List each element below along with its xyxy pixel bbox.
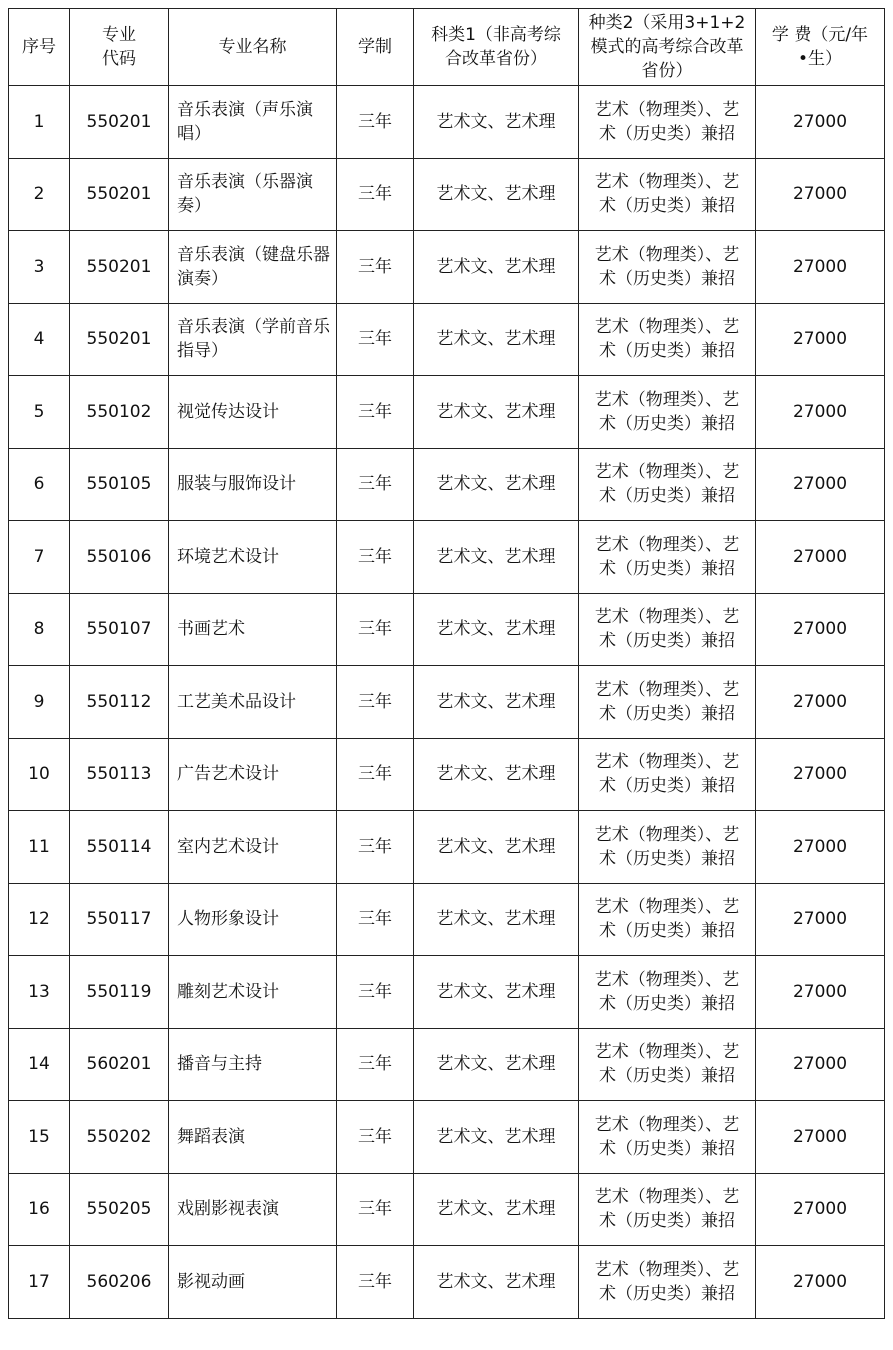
table-row <box>9 883 885 956</box>
cell-code: 550201 <box>70 303 169 376</box>
cell-fee: 27000 <box>756 1173 885 1246</box>
cell-code: 550113 <box>70 738 169 811</box>
cell-major-name: 音乐表演（声乐演唱） <box>169 86 337 159</box>
cell-major-name: 雕刻艺术设计 <box>169 956 337 1029</box>
cell-fee: 27000 <box>756 1028 885 1101</box>
cell-code: 550106 <box>70 521 169 594</box>
cell-seq: 10 <box>9 738 70 811</box>
cell-major-name: 舞蹈表演 <box>169 1101 337 1174</box>
cell-code: 550201 <box>70 158 169 231</box>
cell-category1: 艺术文、艺术理 <box>414 811 579 884</box>
cell-seq: 1 <box>9 86 70 159</box>
cell-category1: 艺术文、艺术理 <box>414 86 579 159</box>
cell-seq: 7 <box>9 521 70 594</box>
cell-category2: 艺术（物理类）、艺术（历史类）兼招 <box>579 811 756 884</box>
cell-seq: 16 <box>9 1173 70 1246</box>
cell-code: 550201 <box>70 86 169 159</box>
cell-fee: 27000 <box>756 1101 885 1174</box>
cell-major-name: 人物形象设计 <box>169 883 337 956</box>
cell-category2: 艺术（物理类）、艺术（历史类）兼招 <box>579 1028 756 1101</box>
cell-category2: 艺术（物理类）、艺术（历史类）兼招 <box>579 593 756 666</box>
cell-major-name: 播音与主持 <box>169 1028 337 1101</box>
cell-code: 560206 <box>70 1246 169 1319</box>
cell-duration: 三年 <box>337 303 414 376</box>
cell-code: 560201 <box>70 1028 169 1101</box>
cell-category1: 艺术文、艺术理 <box>414 1173 579 1246</box>
cell-code: 550119 <box>70 956 169 1029</box>
cell-code: 550105 <box>70 448 169 521</box>
cell-seq: 9 <box>9 666 70 739</box>
table-row <box>9 231 885 304</box>
cell-seq: 3 <box>9 231 70 304</box>
cell-category1: 艺术文、艺术理 <box>414 303 579 376</box>
cell-duration: 三年 <box>337 86 414 159</box>
cell-duration: 三年 <box>337 593 414 666</box>
header-category1: 科类1（非高考综合改革省份） <box>414 9 579 86</box>
cell-category2: 艺术（物理类）、艺术（历史类）兼招 <box>579 376 756 449</box>
table-row <box>9 1028 885 1101</box>
cell-fee: 27000 <box>756 376 885 449</box>
cell-code: 550117 <box>70 883 169 956</box>
cell-fee: 27000 <box>756 1246 885 1319</box>
cell-duration: 三年 <box>337 811 414 884</box>
cell-category1: 艺术文、艺术理 <box>414 956 579 1029</box>
cell-duration: 三年 <box>337 738 414 811</box>
cell-fee: 27000 <box>756 883 885 956</box>
cell-category1: 艺术文、艺术理 <box>414 1101 579 1174</box>
table-row <box>9 158 885 231</box>
cell-category2: 艺术（物理类）、艺术（历史类）兼招 <box>579 738 756 811</box>
cell-fee: 27000 <box>756 593 885 666</box>
cell-code: 550201 <box>70 231 169 304</box>
header-seq: 序号 <box>9 9 70 86</box>
cell-category2: 艺术（物理类）、艺术（历史类）兼招 <box>579 1101 756 1174</box>
cell-major-name: 广告艺术设计 <box>169 738 337 811</box>
cell-category2: 艺术（物理类）、艺术（历史类）兼招 <box>579 158 756 231</box>
cell-duration: 三年 <box>337 666 414 739</box>
table-header-row <box>9 9 885 86</box>
table-row <box>9 738 885 811</box>
cell-code: 550202 <box>70 1101 169 1174</box>
cell-category1: 艺术文、艺术理 <box>414 448 579 521</box>
cell-seq: 17 <box>9 1246 70 1319</box>
cell-category2: 艺术（物理类）、艺术（历史类）兼招 <box>579 666 756 739</box>
cell-duration: 三年 <box>337 1173 414 1246</box>
cell-major-name: 环境艺术设计 <box>169 521 337 594</box>
cell-code: 550205 <box>70 1173 169 1246</box>
cell-fee: 27000 <box>756 956 885 1029</box>
cell-duration: 三年 <box>337 376 414 449</box>
cell-category1: 艺术文、艺术理 <box>414 521 579 594</box>
cell-code: 550107 <box>70 593 169 666</box>
cell-fee: 27000 <box>756 738 885 811</box>
cell-category2: 艺术（物理类）、艺术（历史类）兼招 <box>579 956 756 1029</box>
cell-seq: 12 <box>9 883 70 956</box>
cell-code: 550102 <box>70 376 169 449</box>
cell-seq: 14 <box>9 1028 70 1101</box>
cell-seq: 2 <box>9 158 70 231</box>
cell-fee: 27000 <box>756 303 885 376</box>
cell-code: 550114 <box>70 811 169 884</box>
cell-fee: 27000 <box>756 86 885 159</box>
cell-major-name: 戏剧影视表演 <box>169 1173 337 1246</box>
cell-category2: 艺术（物理类）、艺术（历史类）兼招 <box>579 1246 756 1319</box>
cell-category2: 艺术（物理类）、艺术（历史类）兼招 <box>579 521 756 594</box>
cell-category2: 艺术（物理类）、艺术（历史类）兼招 <box>579 303 756 376</box>
cell-category2: 艺术（物理类）、艺术（历史类）兼招 <box>579 231 756 304</box>
cell-category2: 艺术（物理类）、艺术（历史类）兼招 <box>579 448 756 521</box>
cell-seq: 8 <box>9 593 70 666</box>
cell-fee: 27000 <box>756 448 885 521</box>
cell-duration: 三年 <box>337 448 414 521</box>
cell-seq: 6 <box>9 448 70 521</box>
cell-major-name: 工艺美术品设计 <box>169 666 337 739</box>
table-row <box>9 811 885 884</box>
cell-fee: 27000 <box>756 231 885 304</box>
cell-major-name: 音乐表演（键盘乐器演奏） <box>169 231 337 304</box>
table-row <box>9 448 885 521</box>
table-row <box>9 1173 885 1246</box>
header-fee: 学 费（元/年•生） <box>756 9 885 86</box>
cell-category2: 艺术（物理类）、艺术（历史类）兼招 <box>579 1173 756 1246</box>
cell-code: 550112 <box>70 666 169 739</box>
cell-major-name: 影视动画 <box>169 1246 337 1319</box>
cell-fee: 27000 <box>756 811 885 884</box>
table-row <box>9 303 885 376</box>
cell-duration: 三年 <box>337 1246 414 1319</box>
cell-seq: 11 <box>9 811 70 884</box>
header-category2: 种类2（采用3+1+2模式的高考综合改革省份） <box>579 9 756 86</box>
majors-table <box>8 8 885 1319</box>
cell-category2: 艺术（物理类）、艺术（历史类）兼招 <box>579 883 756 956</box>
cell-duration: 三年 <box>337 1101 414 1174</box>
cell-category1: 艺术文、艺术理 <box>414 883 579 956</box>
cell-category2: 艺术（物理类）、艺术（历史类）兼招 <box>579 86 756 159</box>
cell-duration: 三年 <box>337 158 414 231</box>
table-row <box>9 86 885 159</box>
cell-duration: 三年 <box>337 231 414 304</box>
table-row <box>9 1101 885 1174</box>
cell-seq: 13 <box>9 956 70 1029</box>
cell-fee: 27000 <box>756 521 885 594</box>
cell-major-name: 室内艺术设计 <box>169 811 337 884</box>
table-row <box>9 376 885 449</box>
cell-category1: 艺术文、艺术理 <box>414 738 579 811</box>
cell-fee: 27000 <box>756 158 885 231</box>
cell-category1: 艺术文、艺术理 <box>414 231 579 304</box>
cell-duration: 三年 <box>337 521 414 594</box>
cell-major-name: 音乐表演（学前音乐指导） <box>169 303 337 376</box>
cell-seq: 5 <box>9 376 70 449</box>
header-duration: 学制 <box>337 9 414 86</box>
cell-category1: 艺术文、艺术理 <box>414 1028 579 1101</box>
cell-category1: 艺术文、艺术理 <box>414 666 579 739</box>
table-row <box>9 666 885 739</box>
cell-fee: 27000 <box>756 666 885 739</box>
table-row <box>9 521 885 594</box>
table-row <box>9 956 885 1029</box>
cell-seq: 15 <box>9 1101 70 1174</box>
cell-duration: 三年 <box>337 883 414 956</box>
cell-category1: 艺术文、艺术理 <box>414 376 579 449</box>
header-name: 专业名称 <box>169 9 337 86</box>
cell-major-name: 视觉传达设计 <box>169 376 337 449</box>
cell-seq: 4 <box>9 303 70 376</box>
header-code: 专业代码 <box>70 9 169 86</box>
cell-duration: 三年 <box>337 1028 414 1101</box>
cell-category1: 艺术文、艺术理 <box>414 1246 579 1319</box>
cell-category1: 艺术文、艺术理 <box>414 158 579 231</box>
cell-major-name: 服装与服饰设计 <box>169 448 337 521</box>
cell-major-name: 书画艺术 <box>169 593 337 666</box>
cell-category1: 艺术文、艺术理 <box>414 593 579 666</box>
table-row <box>9 593 885 666</box>
cell-duration: 三年 <box>337 956 414 1029</box>
table-row <box>9 1246 885 1319</box>
cell-major-name: 音乐表演（乐器演奏） <box>169 158 337 231</box>
